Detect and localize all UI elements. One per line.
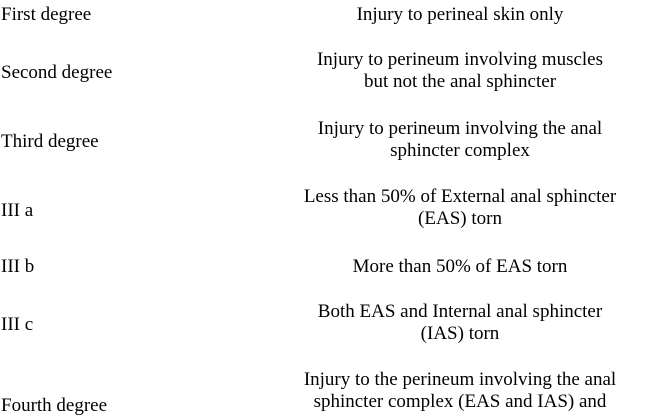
description-line: Injury to perineum involving muscles: [316, 49, 603, 70]
description-line: (IAS) torn: [420, 323, 500, 344]
description-line: Less than 50% of External anal sphincter: [303, 186, 617, 207]
description-line: More than 50% of EAS torn: [352, 256, 568, 277]
degree-description: [250, 256, 657, 278]
description-line: sphincter complex: [390, 140, 530, 161]
degree-description: [250, 301, 657, 345]
degree-description: [250, 49, 657, 93]
degree-description: [250, 186, 657, 230]
description-line: (EAS) torn: [418, 208, 502, 229]
degree-label: III a: [1, 200, 34, 221]
degree-label: Fourth degree: [1, 395, 108, 416]
degree-label: Third degree: [1, 131, 99, 152]
degree-label: III c: [1, 314, 34, 335]
degree-description: [250, 369, 657, 413]
description-line: sphincter complex (EAS and IAS) and: [313, 391, 607, 412]
degree-description: [250, 118, 657, 162]
description-line: but not the anal sphincter: [363, 71, 557, 92]
degree-description: [250, 4, 657, 26]
description-line: Both EAS and Internal anal sphincter: [317, 301, 603, 322]
description-line: Injury to the perineum involving the anal: [303, 369, 617, 390]
degree-label: First degree: [1, 4, 92, 25]
description-line: Injury to perineum involving the anal: [317, 118, 603, 139]
degree-label: III b: [1, 256, 35, 277]
degree-label: Second degree: [1, 62, 113, 83]
description-line: Injury to perineal skin only: [356, 4, 564, 25]
